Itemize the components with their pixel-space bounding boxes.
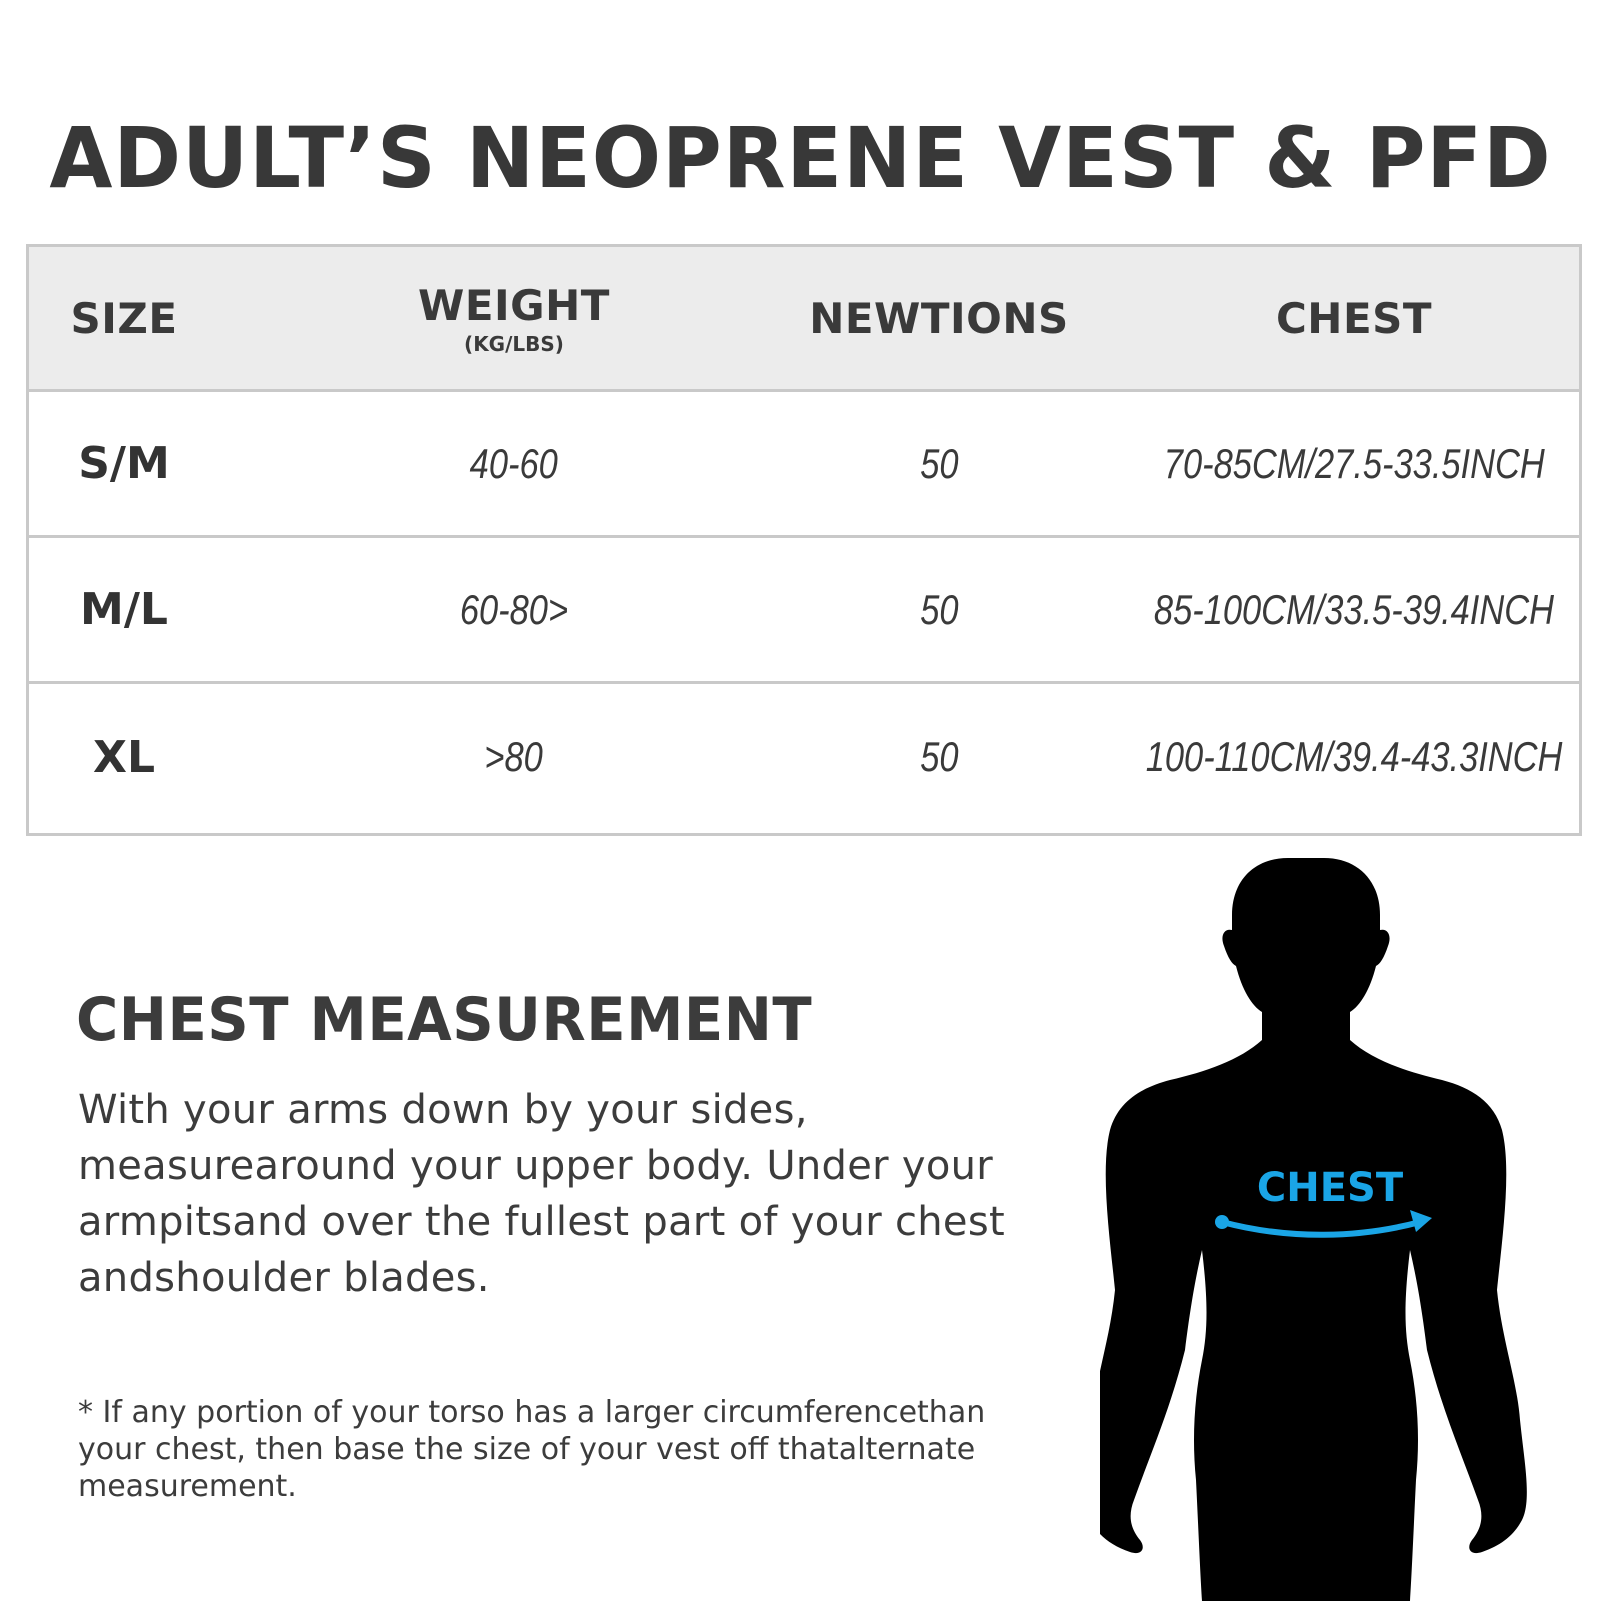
table-row xyxy=(29,684,1579,830)
header-weight-unit: (KG/LBS) xyxy=(464,331,564,356)
header-newtons-cell xyxy=(789,247,1089,389)
silhouette-shape xyxy=(1100,858,1527,1601)
chest-arrow-start-dot xyxy=(1215,1215,1229,1229)
size-chart-table xyxy=(26,244,1582,836)
header-chest-cell xyxy=(1129,247,1579,389)
chest-value: 70-85CM/27.5-33.5INCH xyxy=(1163,439,1545,487)
size-value: M/L xyxy=(80,584,168,635)
chest-figure-label: CHEST xyxy=(1256,1165,1404,1211)
table-header-row xyxy=(29,247,1579,392)
size-value: S/M xyxy=(78,438,170,489)
newtons-value: 50 xyxy=(919,733,959,780)
weight-value: >80 xyxy=(484,733,544,780)
body-silhouette-illustration xyxy=(1100,850,1540,1601)
weight-value: 40-60 xyxy=(469,439,559,487)
header-chest: CHEST xyxy=(1275,293,1433,343)
header-newtons: NEWTIONS xyxy=(809,293,1069,343)
newtons-value: 50 xyxy=(919,439,959,487)
newtons-value: 50 xyxy=(919,585,959,633)
header-weight: WEIGHT xyxy=(418,280,610,330)
chest-measurement-title: CHEST MEASUREMENT xyxy=(76,985,813,1055)
header-size: SIZE xyxy=(70,293,178,343)
chest-value: 100-110CM/39.4-43.3INCH xyxy=(1145,733,1563,780)
table-row xyxy=(29,392,1579,538)
chest-value: 85-100CM/33.5-39.4INCH xyxy=(1153,585,1555,633)
size-value: XL xyxy=(93,731,155,783)
page-title: ADULT’S NEOPRENE VEST & PFD xyxy=(49,109,1552,207)
measurement-instructions: With your arms down by your sides, measurearound your upper body. Under your armpitsand over the fullest part of your chest andshoulder blades. xyxy=(78,1087,1005,1301)
table-row xyxy=(29,538,1579,684)
measurement-footnote: * If any portion of your torso has a larger circumferencethan your chest, then base the size of your vest off thatalternate measurement. xyxy=(78,1395,986,1504)
header-size-cell xyxy=(29,247,219,389)
weight-value: 60-80> xyxy=(459,585,569,633)
header-weight-cell xyxy=(359,247,669,389)
